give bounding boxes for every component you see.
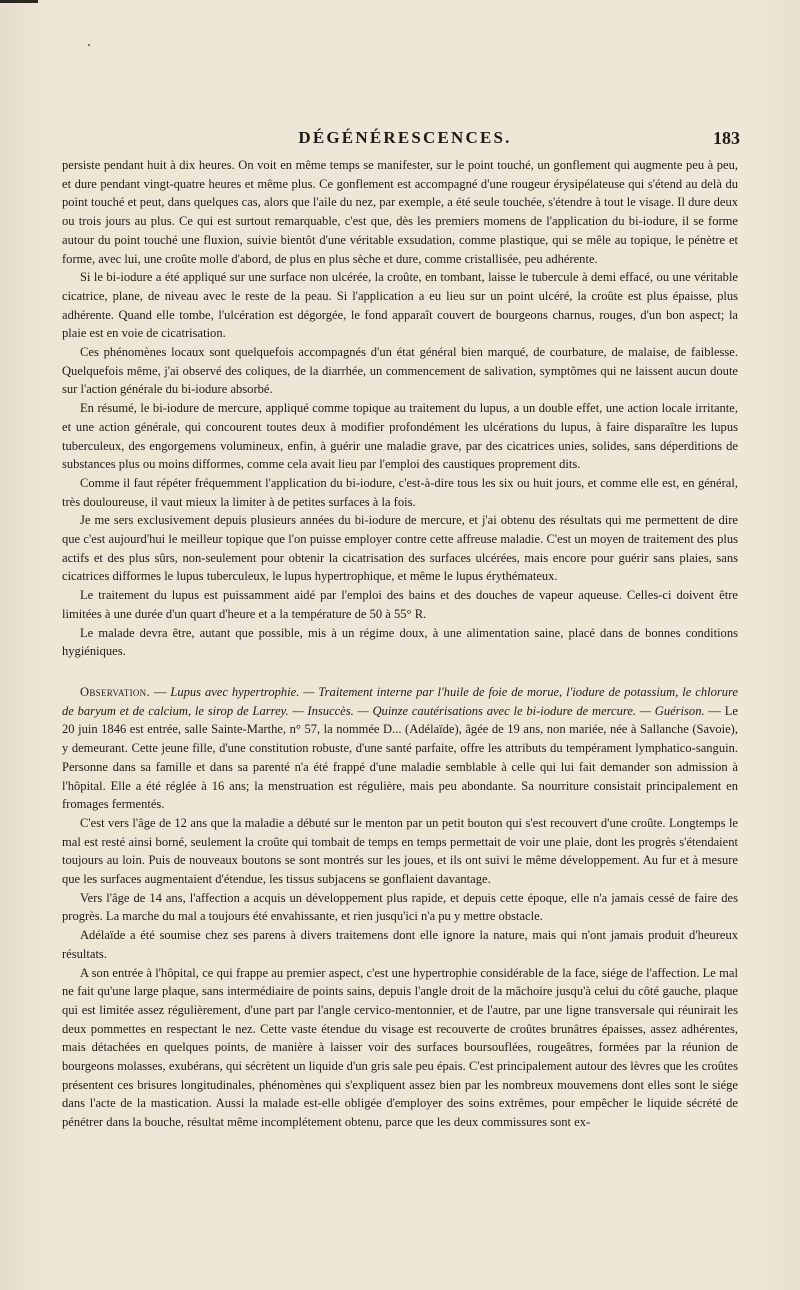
paragraph: En résumé, le bi-iodure de mercure, appliqué comme topique au traitement du lupus, a un double effet, une action locale irritante, et une action générale, qui concourent toutes deux à modifier profondément les ulcérations du lupus, à faire disparaître les lupus tuberculeux, des engorgemens volumineux, enfin, à guérir une maladie grave, par des cicatrices unies, solides, sans déperditions de substances plus ou moins difformes, comme cela avait lieu par l'emploi des caustiques proprement dits. bbox=[62, 401, 738, 472]
observation-paragraph bbox=[62, 683, 738, 814]
paper-speck bbox=[88, 44, 90, 46]
observation-title: Lupus avec hypertrophie. — Traitement interne par l'huile de foie de morue, l'iodure de potassium, le chlorure de baryum et de calcium, le sirop de Larrey. — Insuccès. — Quinze cautérisations avec le bi-iodure de mercure. — Guérison. bbox=[62, 684, 738, 718]
scan-edge-mark bbox=[0, 0, 38, 3]
paragraph: Comme il faut répéter fréquemment l'application du bi-iodure, c'est-à-dire tous les six ou huit jours, et comme elle est, en général, très douloureuse, il vaut mieux la limiter à de petites surfaces à la fois. bbox=[62, 475, 738, 509]
observation-label: Observation. bbox=[80, 684, 150, 699]
paragraph: Si le bi-iodure a été appliqué sur une surface non ulcérée, la croûte, en tombant, laisse le tubercule à demi effacé, ou une véritable cicatrice, plane, de niveau avec le reste de la peau. Si l'application a eu lieu sur un point ulcéré, la croûte est plus épaisse, plus adhérente. Quand elle tombe, l'ulcération est dégorgée, le fond apparaît couvert de bourgeons charnus, rouges, d'un bon aspect; la plaie est en voie de cicatrisation. bbox=[62, 270, 738, 341]
paragraph: Adélaïde a été soumise chez ses parens à divers traitemens dont elle ignore la nature, mais qui n'ont jamais produit d'heureux résultats. bbox=[62, 928, 738, 961]
paragraph: Vers l'âge de 14 ans, l'affection a acquis un développement plus rapide, et depuis cette époque, elle n'a jamais cessé de faire des progrès. La marche du mal a toujours été envahissante, et rien jusqu'ici n'a pu y mettre obstacle. bbox=[62, 890, 738, 924]
observation-intro: — Le 20 juin 1846 est entrée, salle Sainte-Marthe, n° 57, la nommée D... (Adélaïde), âgée de 19 ans, non mariée, née à Sallanche (Savoie), y demeurant. Cette jeune fille, d'une constitution robuste, d'une santé parfaite, offre les attributs du tempérament lymphatico-sanguin. Personne dans sa famille et dans sa parenté n'a été frappé d'une maladie semblable à celle qui lui fait demander son admission à l'hôpital. Elle a été réglée à 16 ans; la menstruation est régulière, mais peu abondante. Sa nourriture consistait principalement en fromages fermentés. bbox=[62, 703, 738, 812]
section-gap bbox=[62, 661, 738, 683]
running-title: DÉGÉNÉRESCENCES. bbox=[298, 128, 512, 147]
observation-separator: — bbox=[149, 684, 171, 699]
paragraph: persiste pendant huit à dix heures. On voit en même temps se manifester, sur le point touché, un gonflement qui augmente peu à peu, et dure pendant vingt-quatre heures et même plus. Ce gonflement est accompagné d'une rougeur érysipélateuse qui s'étend au delà du point touché et peut, dans quelques cas, alors que l'aile du nez, par exemple, a été seule touchée, s'étendre à tout le visage. Il dure deux ou trois jours au plus. Ce qui est surtout remarquable, c'est que, dès les premiers momens de l'application du bi-iodure, il se forme autour du point touché une fluxion, suivie bientôt d'une véritable exsudation, comme plastique, qui se mêle au topique, le pénètre et forme, avec lui, une croûte molle d'abord, de plus en plus sèche et dure, comme cristallisée, peu adhérente. bbox=[62, 158, 738, 266]
page-header bbox=[70, 128, 740, 152]
paragraph: Le malade devra être, autant que possible, mis à un régime doux, à une alimentation saine, placé dans de bonnes conditions hygiéniques. bbox=[62, 625, 738, 659]
paragraph: C'est vers l'âge de 12 ans que la maladie a débuté sur le menton par un petit bouton qui s'est recouvert d'une croûte. Longtemps le mal est resté ainsi borné, seulement la croûte qui tombait de temps en temps permettait de voir une plaie, dont les progrès s'étendaient toujours au loin. Puis de nouveaux boutons se sont montrés sur les joues, et ils ont suivi le même développement. Au fur et à mesure que les surfaces augmentaient d'étendue, les tissus subjacens se gonflaient davantage. bbox=[62, 815, 738, 887]
paragraph: A son entrée à l'hôpital, ce qui frappe au premier aspect, c'est une hypertrophie considérable de la face, siége de l'affection. Le mal ne fait qu'une large plaque, sans intermédiaire de points sains, depuis l'angle droit de la mâchoire jusqu'à celui du côté gauche, plaque qui est limitée assez régulièrement, d'une part par l'angle cervico-mentonnier, et de l'autre, par une ligne transversale qui réunirait les deux pommettes en respectant le nez. Cette vaste étendue du visage est recouverte de croûtes brunâtres épaisses, assez adhérentes, mais détachées en quelques points, de manière à laisser voir des surfaces boursouflées, rougeâtres, formées par la réunion de bourgeons molasses, exubérans, qui sécrètent un liquide d'un gris sale peu épais. C'est principalement autour des lèvres que les croûtes présentent ces brisures longitudinales, phénomènes qui s'expliquent assez bien par les nombreux mouvemens dont elles sont le siége dans l'acte de la mastication. Aussi la malade est-elle obligée d'employer des soins extrêmes, pour empêcher le liquide sécrété de pénétrer dans la bouche, résultat même incomplétement obtenu, parce que les deux commissures sont ex- bbox=[62, 965, 738, 1130]
paragraph: Ces phénomènes locaux sont quelquefois accompagnés d'un état général bien marqué, de courbature, de malaise, de faiblesse. Quelquefois même, j'ai observé des coliques, de la diarrhée, un commencement de salivation, symptômes qui ne laissent aucun doute sur l'action générale du bi-iodure absorbé. bbox=[62, 345, 738, 397]
page-body bbox=[62, 156, 738, 1132]
page-number: 183 bbox=[713, 128, 740, 148]
paragraph: Je me sers exclusivement depuis plusieurs années du bi-iodure de mercure, et j'ai obtenu des résultats qui me permettent de dire que c'est aujourd'hui le meilleur topique que l'on puisse employer contre cette affreuse maladie. C'est un moyen de traitement des plus actifs et des plus sûrs, non-seulement pour obtenir la cicatrisation des surfaces ulcérées, mais encore pour guérir sans plaies, sans cicatrices difformes le lupus tuberculeux, le lupus hypertrophique, et même le lupus érythémateux. bbox=[62, 513, 738, 584]
paragraph: Le traitement du lupus est puissamment aidé par l'emploi des bains et des douches de vapeur aqueuse. Celles-ci doivent être limitées à une durée d'un quart d'heure et a la température de 50 à 55° R. bbox=[62, 588, 738, 621]
